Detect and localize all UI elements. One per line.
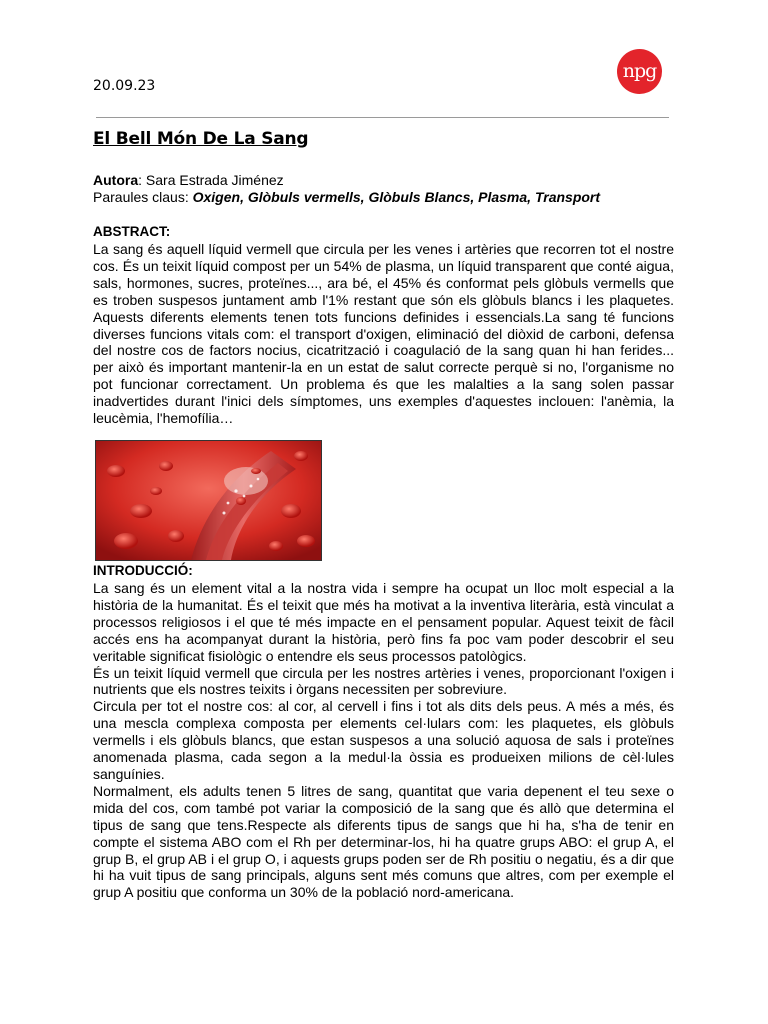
article-title: El Bell Món De La Sang (93, 129, 309, 149)
blood-vessel-image (96, 441, 321, 560)
abstract-text: La sang és aquell líquid vermell que circula per les venes i artèries que recorren tot el nostre cos. És un teixit líquid compost per un 54% de plasma, un líquid transparent que conté aigua, sals, hormones, sucres, proteïnes..., ara bé, el 45% és conformat pels glòbuls vermells que es troben suspesos juntament amb l'1% restant que són els glòbuls blancs i les plaquetes. Aquests diferents elements tenen tots funcions definides i essencials.La sang té funcions diverses funcions vitals com: el transport d'oxigen, eliminació del diòxid de carboni, defensa del nostre cos de factors nocius, cicatrització i coagulació de la sang quan hi han ferides... per això és important mantenir-la en un estat de salut correcte perquè si no, l'organisme no pot funcionar correctament. Un problema és que les malalties a la sang solen passar inadvertides durant l'inici dels símptomes, uns exemples d'aquestes inclouen: l'anèmia, la leucèmia, l'hemofília… (93, 241, 674, 427)
blood-vessel-illustration (95, 440, 322, 561)
intro-body (93, 580, 674, 901)
keywords-label: Paraules claus: (93, 189, 193, 205)
keywords-line (93, 189, 600, 205)
intro-paragraph: La sang és un element vital a la nostra vida i sempre ha ocupat un lloc molt especial a la història de la humanitat. És el teixit que més ha motivat a la inventiva literària, està vinculat a processos religiosos i el que té més impacte en el pensament popular. Aquest teixit de fàcil accés ens ha acompanyat durant la història, però fins fa poc vam poder descobrir el seu veritable significat fisiològic o entendre els seus processos patològics. (93, 580, 674, 664)
intro-paragraph: Circula per tot el nostre cos: al cor, al cervell i fins i tot als dits dels peus. A més a més, és una mescla complexa composta per elements cel·lulars com: les plaquetes, els glòbuls vermells i els glòbuls blancs, que estan suspesos a una solució aquosa de sals i proteïnes anomenada plasma, cada segon a la medul·la òssia es produeixen milions de cèl·lules sanguínies. (93, 698, 674, 782)
author-line (93, 172, 284, 188)
keywords-value: Oxigen, Glòbuls vermells, Glòbuls Blancs, Plasma, Transport (192, 189, 601, 205)
author-value: : Sara Estrada Jiménez (138, 172, 284, 188)
intro-paragraph: És un teixit líquid vermell que circula per les nostres artèries i venes, proporcionant l'oxigen i nutrients que els nostres teixits i òrgans necessiten per sobreviure. (93, 664, 674, 698)
author-label: Autora (93, 172, 139, 188)
header-divider (96, 117, 669, 118)
intro-paragraph: Normalment, els adults tenen 5 litres de sang, quantitat que varia depenent el teu sexe o mida del cos, com també pot variar la composició de la sang que és allò que determina el tipus de sang que tens.Respecte als diferents tipus de sangs que hi ha, s'ha de tenir en compte el sistema ABO com el Rh per determinar-los, hi ha quatre grups ABO: el grup A, el grup B, el grup AB i el grup O, i aquests grups poden ser de Rh positiu o negatiu, és a dir que hi ha vuit tipus de sang principals, alguns sent més comuns que altres, com per exemple el grup A positiu que conforma un 30% de la població nord-americana. (93, 782, 674, 901)
abstract-heading: ABSTRACT: (93, 224, 171, 239)
document-date: 20.09.23 (93, 78, 156, 94)
intro-heading: INTRODUCCIÓ: (93, 563, 193, 578)
npg-logo: npg (617, 49, 662, 94)
